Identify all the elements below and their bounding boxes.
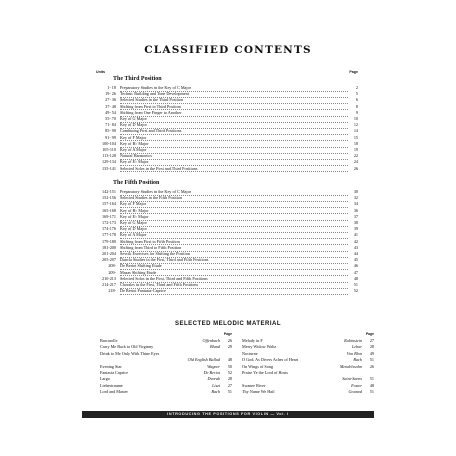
melody-item (100, 344, 232, 350)
melody-composer: Old English Ballad (187, 357, 220, 363)
entry-title: Key of F Major (120, 136, 348, 142)
contents-row (82, 129, 374, 134)
melody-page: 48 (369, 382, 374, 388)
melody-composer: Saint-Saens (342, 376, 362, 382)
contents-row (82, 209, 374, 214)
unit-range: 179-180 (102, 238, 116, 244)
contents-row (82, 246, 374, 251)
melody-item (242, 376, 374, 382)
melody-title: Carry Me Back to Old Virginny (100, 344, 154, 350)
section-title: The Third Position (113, 76, 162, 82)
melody-page: 51 (227, 389, 232, 395)
melody-item (100, 351, 232, 357)
page-number: 10 (353, 116, 358, 121)
melody-item (100, 383, 232, 389)
contents-row (82, 277, 374, 282)
unit-range: 113-128 (102, 153, 116, 159)
entry-title: De Beriot Shifting Etude (120, 264, 348, 270)
melody-title: Merry Widow Waltz (242, 344, 277, 350)
melody-composer: Lehar (351, 344, 362, 350)
entry-title: Selected Studies in the Fifth Position (120, 196, 348, 202)
unit-range: 55- 70 (105, 116, 116, 121)
melody-composer: Bland (209, 344, 220, 350)
entry-title: Sevcik Exercises for Shifting the Position (120, 252, 348, 258)
entry-title: De Beriot Fantasia-Caprice (120, 289, 348, 295)
contents-row (82, 215, 374, 220)
unit-range: 201-204 (102, 251, 116, 256)
contents-row (82, 117, 374, 122)
entry-title: Key of E♭ Major (120, 160, 348, 166)
page-number: 2 (355, 85, 358, 90)
unit-range: 135-141 (102, 165, 116, 171)
melodic-page-header: Page (365, 332, 374, 336)
melody-page: 51 (369, 389, 374, 395)
entry-title: Shifting from Third to Fifth Position (120, 246, 348, 252)
melody-page: 26 (227, 338, 232, 343)
melody-page: 27 (369, 338, 374, 343)
page-number: 38 (353, 220, 358, 225)
page-number: 42 (353, 238, 358, 244)
melody-title: O God, As Divers Aches of Heart (242, 357, 299, 363)
page-number: 30 (353, 189, 358, 194)
melody-page: 49 (369, 350, 374, 356)
page-number: 51 (353, 282, 358, 287)
contents-row (82, 221, 374, 226)
unit-range: 172-173 (102, 220, 116, 225)
page-number: 5 (355, 91, 358, 97)
page-number: 6 (355, 97, 358, 103)
melody-page: 51 (369, 376, 374, 382)
entry-title: Chorales in the First, Third and Fifth Positions (120, 283, 348, 289)
contents-row (82, 167, 374, 172)
entry-title: Preparatory Studies in the Key of C Major (120, 86, 348, 92)
melody-item (242, 357, 374, 363)
contents-row (82, 148, 374, 153)
unit-range: 27- 36 (105, 97, 116, 103)
melody-composer: Wagner (207, 363, 220, 369)
melody-item (242, 389, 374, 395)
entry-title: Key of F Major (120, 202, 348, 208)
entry-title: Key of B♭ Major (120, 142, 348, 148)
contents-row (82, 227, 374, 232)
entry-title: Key of G Major (120, 221, 348, 227)
unit-range: 209- (108, 269, 116, 275)
melody-item (100, 338, 232, 344)
page-number: 32 (353, 195, 358, 201)
page-number: 48 (353, 275, 358, 281)
contents-row (82, 136, 374, 141)
melody-title: Thy Name We Hail (242, 389, 275, 395)
unit-range: 142-151 (102, 189, 116, 194)
melody-page: 51 (369, 357, 374, 363)
contents-row (82, 258, 374, 263)
melody-item (242, 351, 374, 357)
page-number: 46 (353, 263, 358, 269)
melody-composer: Mendelssohn (339, 363, 362, 369)
unit-range: 218- (108, 288, 116, 294)
entry-title: Key of D Major (120, 123, 348, 129)
entry-title: Dancla Studies in the First, Third and Fifth Positions (120, 258, 348, 264)
melody-page: 27 (227, 382, 232, 388)
entry-title: Shifting from One Finger to Another (120, 111, 348, 117)
page-number: 19 (353, 147, 358, 152)
document-page (82, 16, 374, 436)
melody-page: 26 (369, 363, 374, 369)
unit-range: 152-156 (102, 195, 116, 201)
page-title: CLASSIFIED CONTENTS (144, 44, 312, 56)
melody-item (242, 344, 374, 350)
melody-title: Fantasia Caprice (100, 370, 129, 375)
entry-title: Mazas Shifting Etude (120, 271, 348, 277)
unit-range: 205-207 (102, 257, 116, 263)
melody-composer: De Beriot (203, 370, 220, 375)
contents-row (82, 264, 374, 269)
unit-range: 105-110 (102, 147, 116, 152)
footer-text: INTRODUCING THE POSITIONS FOR VIOLIN — Vol. I (167, 412, 289, 416)
melody-title: Swanee River (242, 382, 266, 388)
page-number: 45 (353, 257, 358, 263)
contents-row (82, 190, 374, 195)
melody-title: Praise Ye the Lord of Hosts (242, 370, 289, 375)
page-number: 36 (353, 207, 358, 213)
page-number: 44 (353, 251, 358, 256)
contents-row (82, 111, 374, 116)
melody-title: Melody in F (242, 338, 263, 343)
melody-title: On Wings of Song (242, 363, 274, 369)
unit-range: 91- 99 (105, 134, 116, 140)
contents-row (82, 105, 374, 110)
unit-range: 100-104 (102, 140, 116, 146)
unit-range: 37- 48 (105, 103, 116, 109)
entry-title: Key of G Major (120, 117, 348, 123)
unit-range: 1- 18 (107, 85, 116, 90)
entry-title: Preparatory Studies in the Key of C Major (120, 190, 348, 196)
contents-row (82, 123, 374, 128)
entry-title: Natural Harmonics (120, 154, 348, 160)
unit-range: 19- 26 (105, 91, 116, 97)
page-number: 15 (353, 134, 358, 140)
entry-title: Shifting from First to Third Position (120, 105, 348, 111)
melody-composer: Liszt (212, 382, 220, 388)
melody-item (100, 370, 232, 376)
page-number: 39 (353, 226, 358, 232)
melody-composer: Von Blon (346, 350, 362, 356)
entry-title: Key of E♭ Major (120, 215, 348, 221)
melody-page: 50 (227, 363, 232, 369)
page-number: 22 (353, 153, 358, 159)
unit-range: 49- 54 (105, 109, 116, 115)
melody-composer: Gounod (348, 389, 362, 395)
page-number: 8 (355, 103, 358, 109)
melody-page: 28 (227, 376, 232, 382)
melody-composer: Rubinstein (344, 338, 362, 343)
melody-composer: Dvorak (207, 376, 220, 382)
page-number: 47 (353, 269, 358, 275)
unit-range: 174-176 (102, 226, 116, 232)
unit-range: 214-217 (102, 282, 116, 287)
melody-composer: Foster (351, 382, 362, 388)
page-header: Page (349, 70, 358, 74)
entry-title: Key of A Major (120, 148, 348, 154)
contents-row (82, 86, 374, 91)
unit-range: 85- 90 (105, 128, 116, 134)
melody-item (242, 364, 374, 370)
unit-range: 157-164 (102, 201, 116, 207)
melody-item (100, 357, 232, 363)
melody-title: Evening Star (100, 363, 122, 369)
melody-item (100, 376, 232, 382)
melody-composer: Bach (211, 389, 220, 395)
page-number: 43 (353, 244, 358, 250)
entry-title: Combining First and Third Positions (120, 129, 348, 135)
unit-range: 169-171 (102, 213, 116, 219)
contents-row (82, 283, 374, 288)
entry-title: Key of B♭ Major (120, 209, 348, 215)
melody-composer: Offenbach (202, 338, 220, 343)
contents-row (82, 142, 374, 147)
unit-range: 208- (108, 263, 116, 269)
contents-row (82, 154, 374, 159)
unit-range: 177-178 (102, 232, 116, 238)
page-number: 24 (353, 159, 358, 165)
page-number: 52 (353, 288, 358, 294)
page-number: 34 (353, 201, 358, 207)
melody-title: Barcarolle (100, 338, 118, 343)
page-number: 41 (353, 232, 358, 238)
entry-title: Key of D Major (120, 227, 348, 233)
melody-page: 52 (227, 370, 232, 375)
melody-composer: Bach (353, 357, 362, 363)
melody-item (242, 370, 374, 376)
melody-title: Lord and Master (100, 389, 128, 395)
units-header: Units (96, 70, 105, 74)
contents-row (82, 196, 374, 201)
unit-range: 181-200 (102, 244, 116, 250)
melodic-page-header: Page (223, 332, 232, 336)
contents-row (82, 240, 374, 245)
melody-title: Liebestraume (100, 382, 123, 388)
entry-title: Key of A Major (120, 233, 348, 239)
contents-row (82, 98, 374, 103)
unit-range: 71- 84 (105, 122, 116, 128)
melody-item (242, 383, 374, 389)
contents-row (82, 160, 374, 165)
page-number: 14 (353, 128, 358, 134)
contents-row (82, 202, 374, 207)
entry-title: Selected Solos in the First and Third Positions (120, 167, 348, 173)
contents-row (82, 289, 374, 294)
contents-row (82, 233, 374, 238)
melody-page: 48 (227, 357, 232, 363)
section-title: The Fifth Position (113, 180, 160, 186)
contents-row (82, 92, 374, 97)
melodic-material-title: SELECTED MELODIC MATERIAL (174, 321, 282, 327)
page-number: 12 (353, 122, 358, 128)
melody-page: 29 (227, 344, 232, 350)
contents-row (82, 252, 374, 257)
contents-row (82, 271, 374, 276)
entry-title: Selected Solos in the First, Third and Fifth Positions (120, 277, 348, 283)
melody-item (100, 364, 232, 370)
unit-range: 129-134 (102, 159, 116, 165)
melody-page: 28 (369, 344, 374, 350)
entry-title: Technic Building and Tone Development (120, 92, 348, 98)
melody-title: Nocturne (242, 350, 258, 356)
page-number: 9 (355, 109, 358, 115)
melody-item (100, 389, 232, 395)
entry-title: Selected Studies in the Third Position (120, 98, 348, 104)
page-number: 18 (353, 140, 358, 146)
melody-title: Drink to Me Only With Thine Eyes (100, 350, 160, 356)
entry-title: Shifting from First to Fifth Position (120, 240, 348, 246)
page-number: 37 (353, 213, 358, 219)
unit-range: 210-213 (102, 275, 116, 281)
unit-range: 165-168 (102, 207, 116, 213)
melody-item (242, 338, 374, 344)
page-number: 26 (353, 165, 358, 171)
melody-title: Largo (100, 376, 110, 382)
